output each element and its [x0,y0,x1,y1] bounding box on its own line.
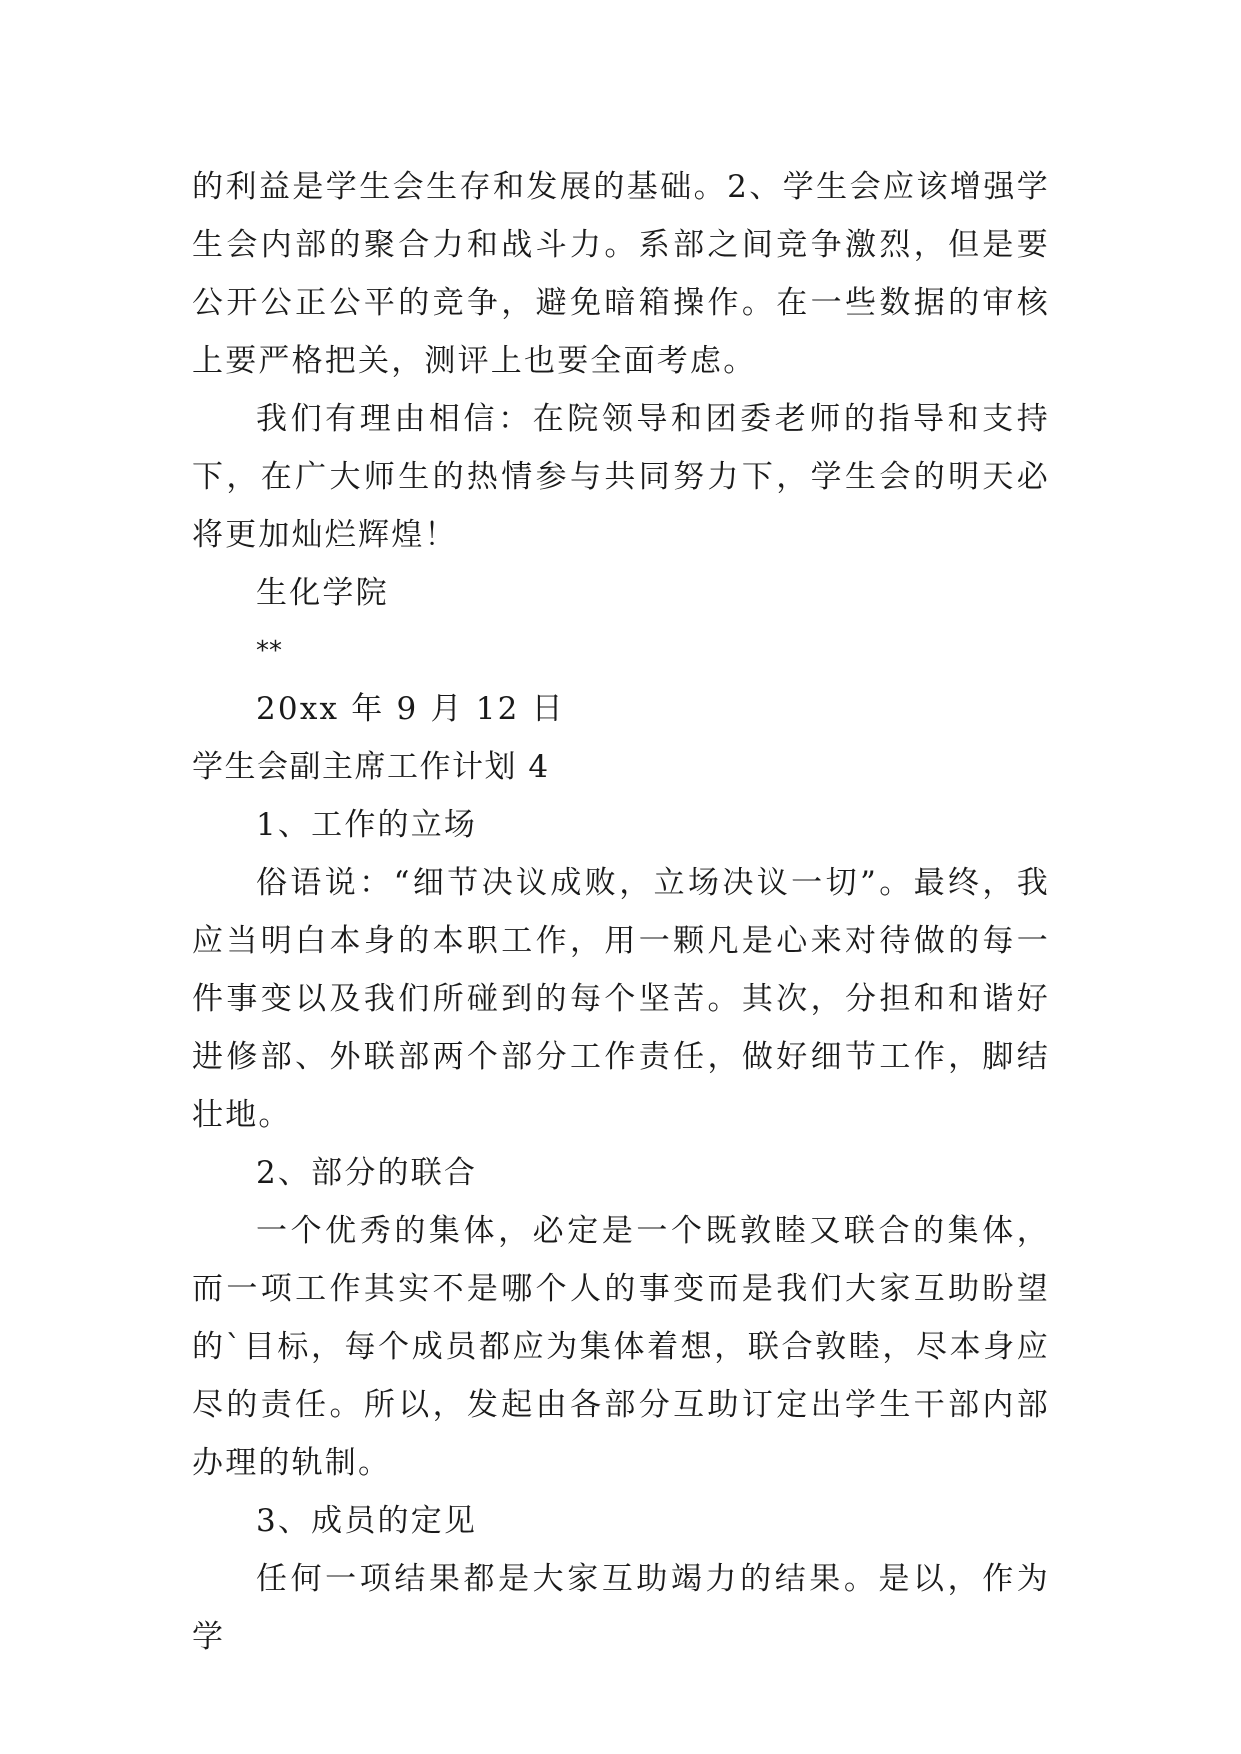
signature-date: 20xx 年 9 月 12 日 [256,691,565,727]
document-page [192,158,1050,1666]
heading-3: 3、成员的定见 [256,1503,478,1539]
signature-name: ** [256,636,282,666]
paragraph-1: 的利益是学生会生存和发展的基础。2、学生会应该增强学生会内部的聚合力和战斗力。系部之间竞争激烈，但是要公开公正公平的竞争，避免暗箱操作。在一些数据的审核上要严格把关，测评上也要全面考虑。 [192,169,1050,379]
heading-1: 1、工作的立场 [256,807,478,843]
paragraph-3: 俗语说：“细节决议成败，立场决议一切”。最终，我应当明白本身的本职工作，用一颗凡是心来对待做的每一件事变以及我们所碰到的每个坚苦。其次，分担和和谐好进修部、外联部两个部分工作责任，做好细节工作，脚结壮地。 [192,865,1050,1133]
signature-org: 生化学院 [256,575,389,611]
section-title: 学生会副主席工作计划 4 [192,749,550,785]
paragraph-4: 一个优秀的集体，必定是一个既敦睦又联合的集体，而一项工作其实不是哪个人的事变而是我们大家互助盼望的`目标，每个成员都应为集体着想，联合敦睦，尽本身应尽的责任。所以，发起由各部分互助订定出学生干部内部办理的轨制。 [192,1213,1050,1481]
paragraph-2: 我们有理由相信：在院领导和团委老师的指导和支持下，在广大师生的热情参与共同努力下，学生会的明天必将更加灿烂辉煌！ [192,401,1050,553]
heading-2: 2、部分的联合 [256,1155,478,1191]
paragraph-5: 任何一项结果都是大家互助竭力的结果。是以，作为学 [192,1561,1050,1655]
